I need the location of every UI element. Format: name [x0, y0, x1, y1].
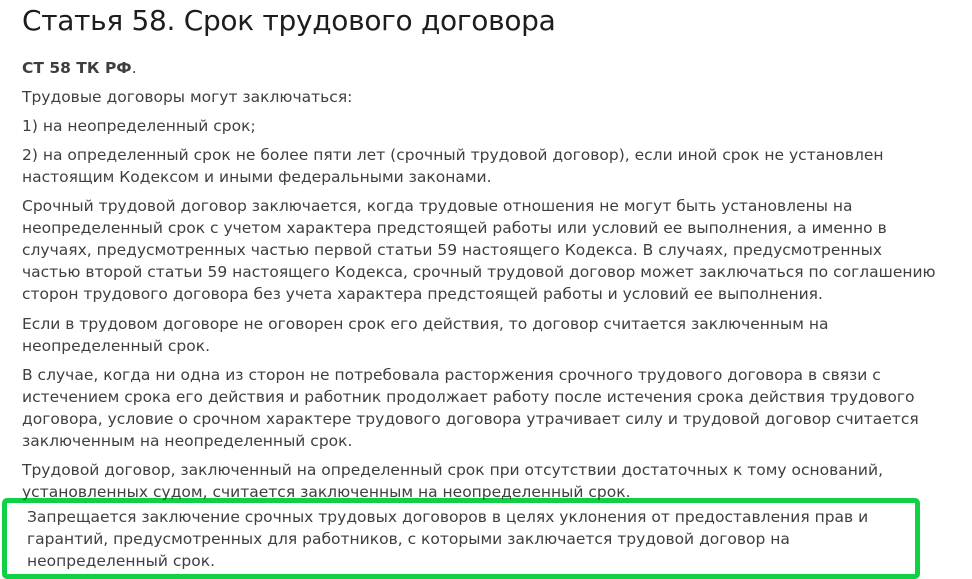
article-paragraph-intro: Трудовые договоры могут заключаться:	[22, 88, 353, 106]
page-title: Статья 58. Срок трудового договора	[22, 4, 556, 37]
code-reference: СТ 58 ТК РФ	[22, 59, 132, 77]
code-reference-suffix: .	[131, 59, 137, 77]
article-paragraph-item-2: 2) на определенный срок не более пяти лет (срочный трудовой договор), если иной срок не установлен настоящим Кодексом и иными федеральными законами.	[22, 146, 884, 186]
article-paragraph-continuation: В случае, когда ни одна из сторон не потребовала расторжения срочного трудового договора в связи с истечением срока его действия и работник продолжает работу после истечения срока действия трудового договора, условие о срочном характере трудового договора утрачивает силу и трудовой договор считается заключенным на неопределенный срок.	[22, 366, 919, 450]
article-paragraph-fixed-term: Срочный трудовой договор заключается, когда трудовые отношения не могут быть установлены на неопределенный срок с учетом характера предстоящей работы или условий ее выполнения, а именно в случаях, предусмотренных частью первой статьи 59 настоящего Кодекса. В случаях, предусмотренных частью второй статьи 59 настоящего Кодекса, срочный трудовой договор может заключаться по соглашению сторон трудового договора без учета характера предстоящей работы и условий ее выполнения.	[22, 197, 936, 303]
code-reference-line	[22, 57, 945, 79]
article-paragraph-no-term: Если в трудовом договоре не оговорен срок его действия, то договор считается заключенным на неопределенный срок.	[22, 315, 829, 355]
highlighted-paragraph: Запрещается заключение срочных трудовых договоров в целях уклонения от предоставления прав и гарантий, предусмотренных для работников, с которыми заключается трудовой договор на неопределенный срок.	[27, 508, 869, 570]
highlight-annotation-box	[2, 498, 920, 579]
article-paragraph-item-1: 1) на неопределенный срок;	[22, 117, 256, 135]
article-paragraph-court: Трудовой договор, заключенный на определенный срок при отсутствии достаточных к тому оснований, установленных судом, считается заключенным на неопределенный срок.	[22, 461, 883, 501]
